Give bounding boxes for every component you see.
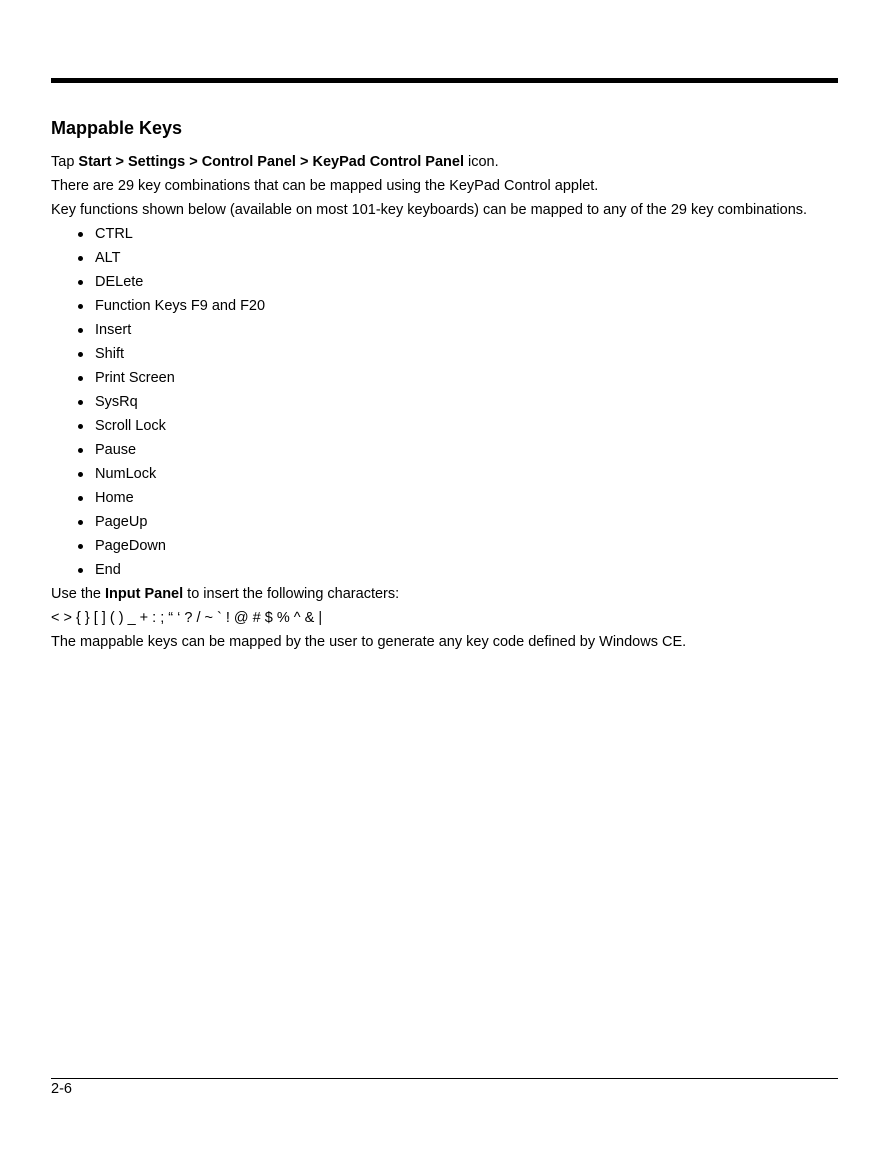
list-item xyxy=(51,438,838,462)
list-item-label: Print Screen xyxy=(95,370,175,386)
list-item xyxy=(51,462,838,486)
page-content xyxy=(51,116,838,654)
bullet-icon xyxy=(78,280,83,285)
tap-suffix: icon. xyxy=(463,154,499,170)
list-item-label: End xyxy=(95,562,121,578)
combinations-text: There are 29 key combinations that can be mapped using the KeyPad Control applet. xyxy=(51,178,599,194)
input-panel-instruction xyxy=(51,582,838,606)
list-item-label: Home xyxy=(95,490,134,506)
page-number: 2-6 xyxy=(51,1081,72,1097)
special-characters: < > { } [ ] ( ) _ + : ; “ ‘ ? / ~ ` ! @ # $ % ^ & | xyxy=(51,610,323,626)
list-item xyxy=(51,366,838,390)
bullet-icon xyxy=(78,232,83,237)
bullet-icon xyxy=(78,520,83,525)
bullet-icon xyxy=(78,352,83,357)
list-item-label: DELete xyxy=(95,274,144,290)
tap-instruction xyxy=(51,150,838,174)
bullet-icon xyxy=(78,376,83,381)
list-item-label: PageDown xyxy=(95,538,166,554)
list-item-label: NumLock xyxy=(95,466,157,482)
section-heading: Mappable Keys xyxy=(51,118,183,138)
list-item-label: Scroll Lock xyxy=(95,418,166,434)
footer-rule xyxy=(51,1078,838,1079)
bullet-icon xyxy=(78,328,83,333)
tap-prefix: Tap xyxy=(51,154,79,170)
list-item xyxy=(51,558,838,582)
bullet-icon xyxy=(78,568,83,573)
tap-path: Start > Settings > Control Panel > KeyPad Control Panel xyxy=(78,154,464,170)
list-item-label: CTRL xyxy=(95,226,133,242)
bullet-icon xyxy=(78,304,83,309)
list-item-label: Insert xyxy=(95,322,132,338)
list-item xyxy=(51,534,838,558)
list-item-label: Function Keys F9 and F20 xyxy=(95,298,266,314)
bullet-icon xyxy=(78,472,83,477)
header-rule xyxy=(51,78,838,83)
bullet-icon xyxy=(78,256,83,261)
list-item-label: Shift xyxy=(95,346,125,362)
list-item xyxy=(51,318,838,342)
bullet-icon xyxy=(78,544,83,549)
list-item xyxy=(51,294,838,318)
list-item xyxy=(51,270,838,294)
list-item xyxy=(51,510,838,534)
list-item-label: Pause xyxy=(95,442,137,458)
closing-text: The mappable keys can be mapped by the user to generate any key code defined by Windows CE. xyxy=(51,634,687,650)
bullet-icon xyxy=(78,400,83,405)
input-panel-label: Input Panel xyxy=(105,586,184,602)
input-panel-suffix: to insert the following characters: xyxy=(183,586,400,602)
list-item-label: SysRq xyxy=(95,394,138,410)
list-item xyxy=(51,390,838,414)
key-function-list xyxy=(51,222,838,582)
input-panel-prefix: Use the xyxy=(51,586,105,602)
bullet-icon xyxy=(78,496,83,501)
list-item xyxy=(51,414,838,438)
bullet-icon xyxy=(78,448,83,453)
functions-text: Key functions shown below (available on most 101-key keyboards) can be mapped to any of the 29 key combinations. xyxy=(51,202,808,218)
list-item xyxy=(51,246,838,270)
list-item xyxy=(51,222,838,246)
bullet-icon xyxy=(78,424,83,429)
list-item-label: PageUp xyxy=(95,514,148,530)
list-item-label: ALT xyxy=(95,250,121,266)
list-item xyxy=(51,342,838,366)
list-item xyxy=(51,486,838,510)
